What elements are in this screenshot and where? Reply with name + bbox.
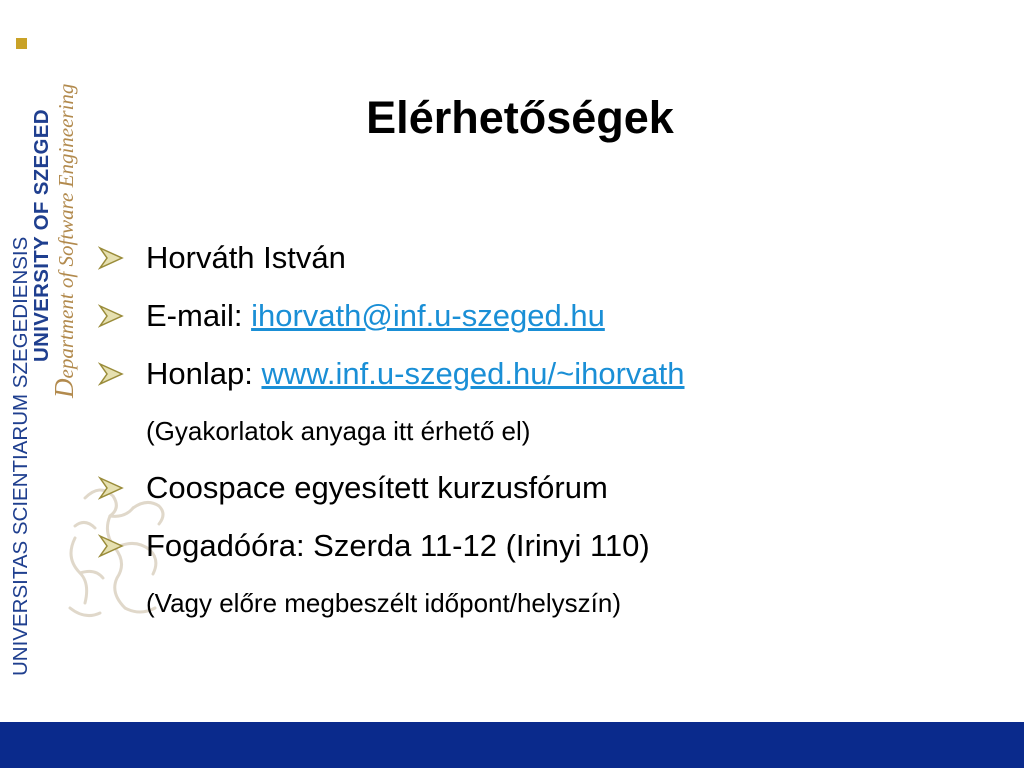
department-name-rest: epartment of Software Engineering bbox=[54, 83, 78, 379]
email-link[interactable]: ihorvath@inf.u-szeged.hu bbox=[251, 298, 605, 333]
list-item-homepage bbox=[98, 356, 958, 414]
list-item-name bbox=[98, 240, 958, 298]
homepage-label: Honlap: bbox=[146, 356, 262, 391]
list-item-forum bbox=[98, 470, 958, 528]
arrow-bullet-icon bbox=[98, 476, 124, 500]
email-line bbox=[146, 298, 605, 334]
list-item-office-hours bbox=[98, 528, 958, 586]
office-hours-note-text: (Vagy előre megbeszélt időpont/helyszín) bbox=[146, 588, 621, 618]
university-name: UNIVERSITY OF SZEGED bbox=[30, 109, 53, 362]
homepage-link[interactable]: www.inf.u-szeged.hu/~ihorvath bbox=[261, 356, 685, 391]
slide-title: Elérhetőségek bbox=[366, 92, 674, 143]
department-initial: D bbox=[49, 378, 79, 398]
email-label: E-mail: bbox=[146, 298, 252, 333]
forum-text: Coospace egyesített kurzusfórum bbox=[146, 470, 608, 505]
arrow-bullet-icon bbox=[98, 362, 124, 386]
university-latin-name: UNIVERSITAS SCIENTIARUM SZEGEDIENSIS bbox=[9, 236, 32, 676]
list-item-email bbox=[98, 298, 958, 356]
corner-accent-square bbox=[16, 38, 27, 49]
arrow-bullet-icon bbox=[98, 246, 124, 270]
arrow-bullet-icon bbox=[98, 304, 124, 328]
office-hours-text: Fogadóóra: Szerda 11-12 (Irinyi 110) bbox=[146, 528, 650, 563]
homepage-line bbox=[146, 356, 685, 392]
contact-list bbox=[98, 240, 958, 642]
homepage-note-text: (Gyakorlatok anyaga itt érhető el) bbox=[146, 416, 531, 446]
bottom-brand-bar bbox=[0, 722, 1024, 768]
department-name bbox=[49, 84, 80, 398]
arrow-bullet-icon bbox=[98, 534, 124, 558]
homepage-note bbox=[98, 414, 958, 470]
office-hours-note bbox=[98, 586, 958, 642]
contact-name: Horváth István bbox=[146, 240, 346, 275]
